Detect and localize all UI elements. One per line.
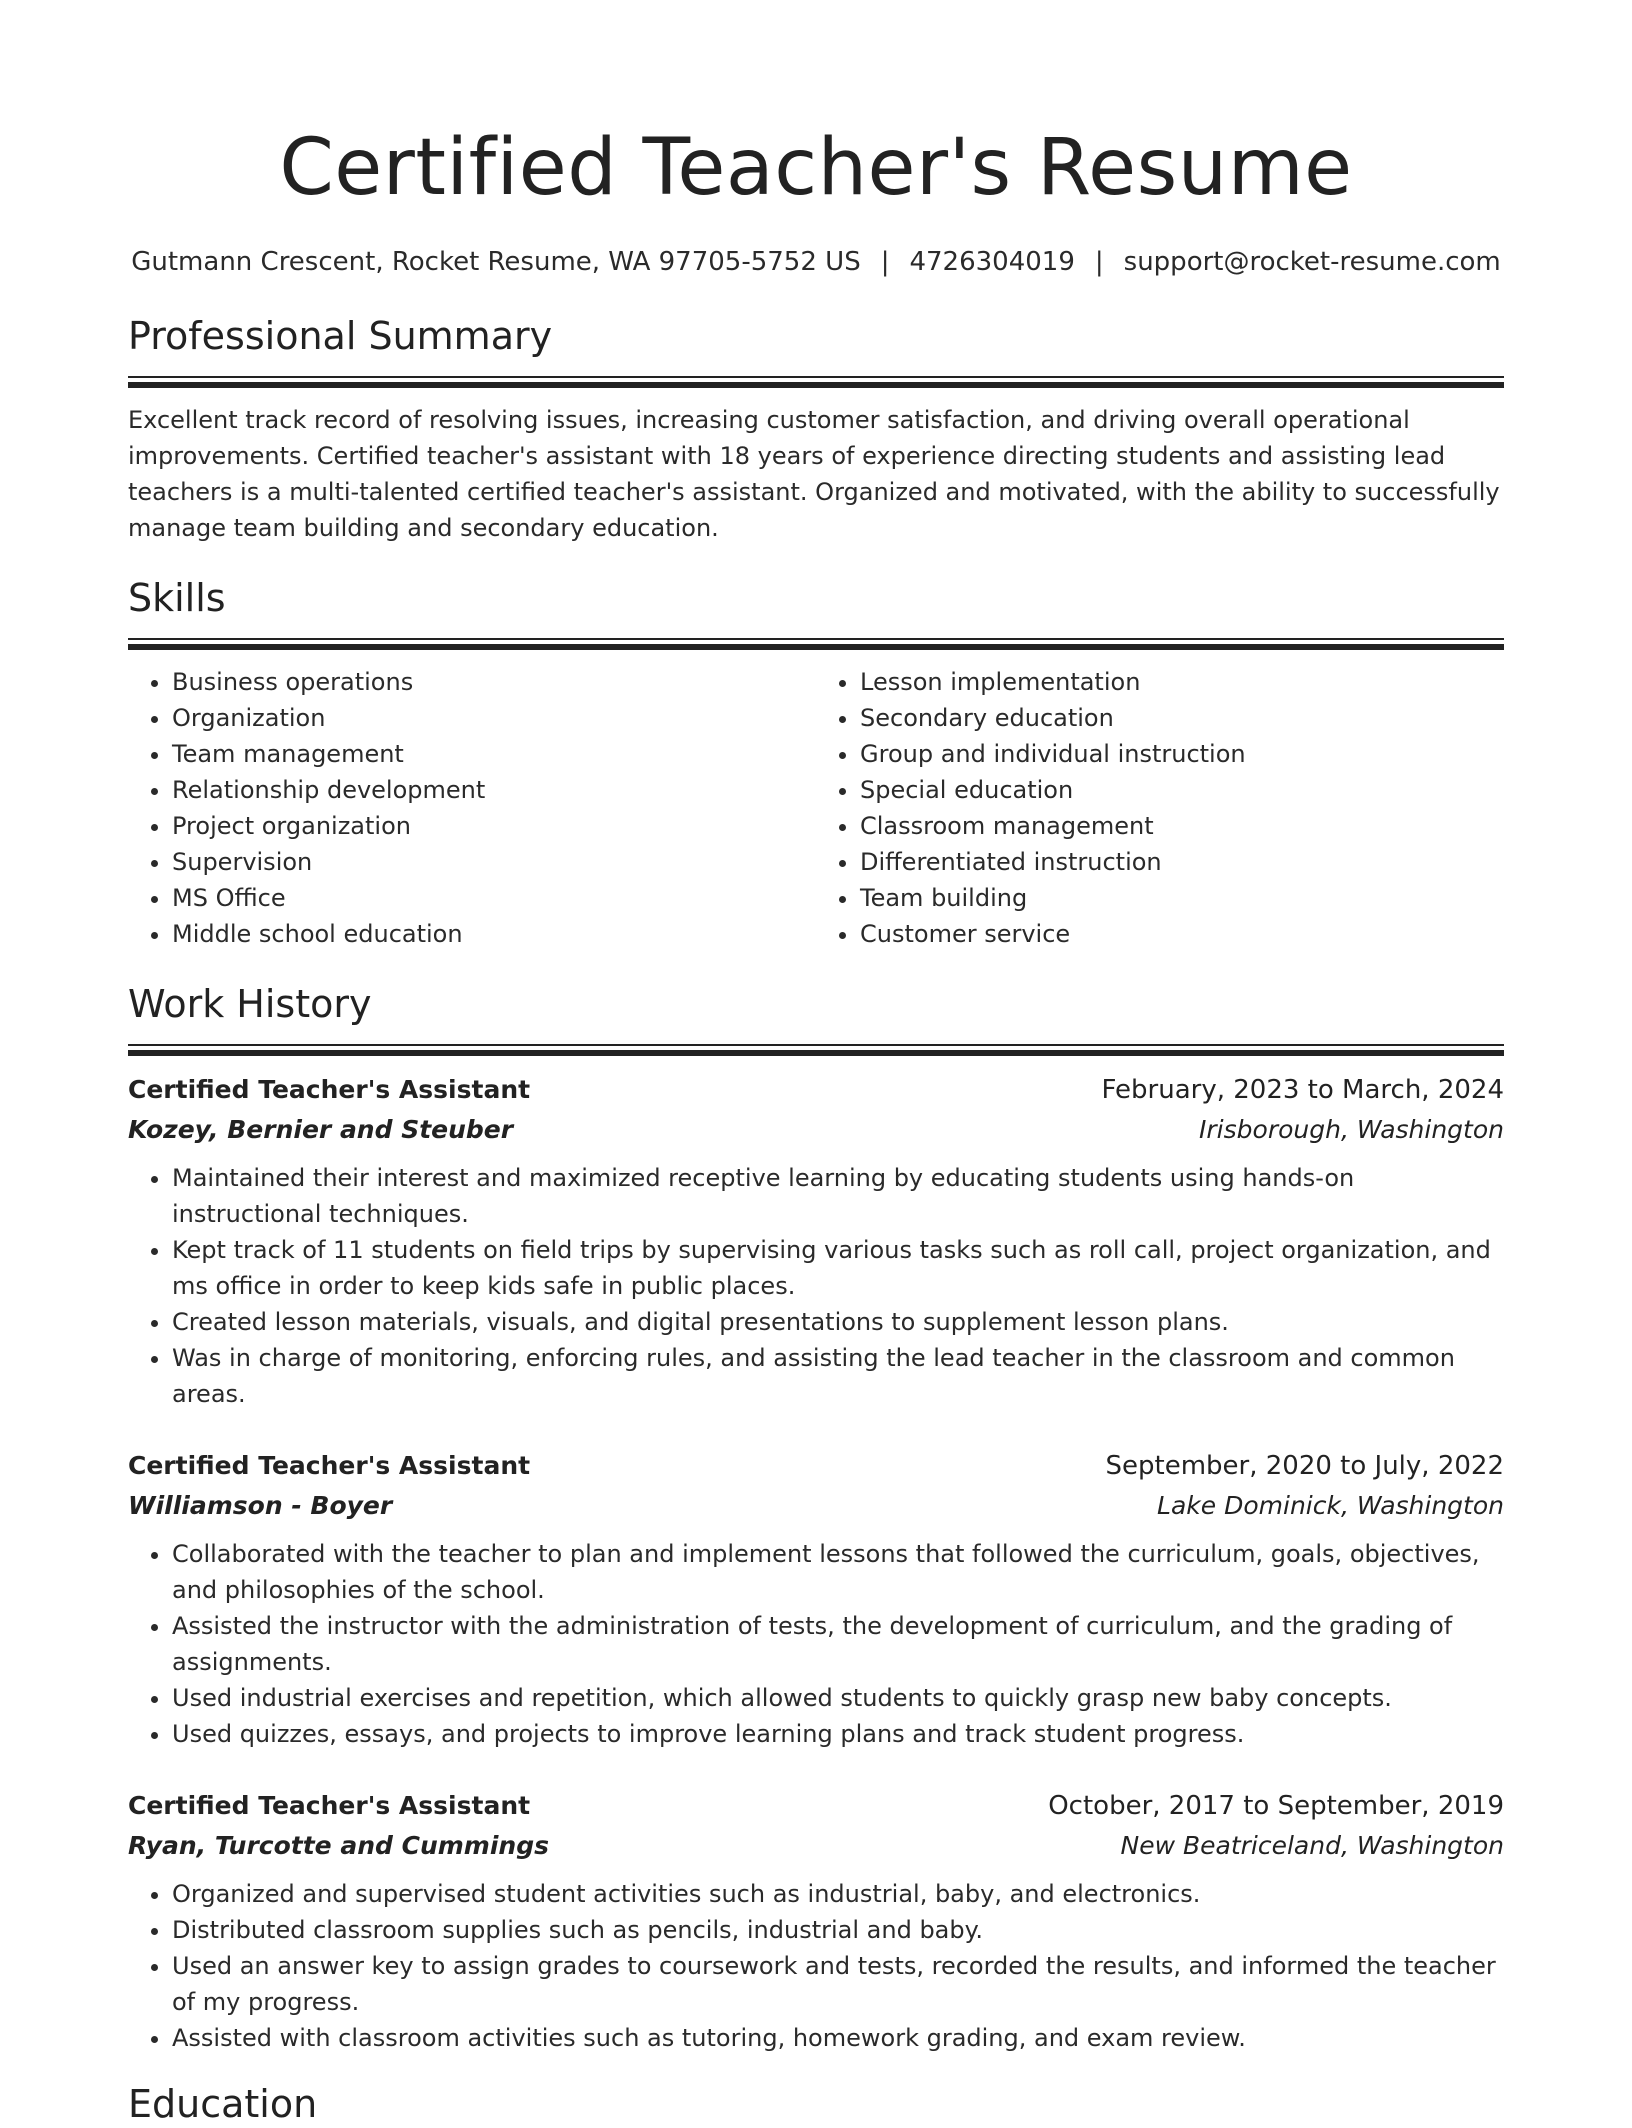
education-section [128,2080,1504,2128]
job-bullet: • Assisted with classroom activities such as tutoring, homework grading, and exam review. [172,2020,1504,2056]
skill-item: • Lesson implementation [860,664,1504,700]
work-history-section [128,980,1504,2056]
job-bullet: • Used industrial exercises and repetition, which allowed students to quickly grasp new baby concepts. [172,1680,1504,1716]
job-company: Kozey, Bernier and Steuber [128,1115,514,1144]
job-bullet: • Distributed classroom supplies such as pencils, industrial and baby. [172,1912,1504,1948]
job-subheader [128,1110,1504,1150]
skills-heading: Skills [128,576,226,620]
summary-text: Excellent track record of resolving issues, increasing customer satisfaction, and driving overall operational improvements. Certified teacher's assistant with 18 years of experience directing students and assisting lead teachers is a multi-talented certified teacher's assistant. Organized and motivated, with the ability to successfully manage team building and secondary education. [128,406,1500,542]
job-location: New Beatriceland, Washington [1120,1831,1504,1860]
job-bullet: • Created lesson materials, visuals, and digital presentations to supplement lesson plans. [172,1304,1504,1340]
skill-item: • Differentiated instruction [860,844,1504,880]
skills-list-left [128,664,816,952]
job-dates: September, 2020 to July, 2022 [1105,1451,1504,1481]
job-bullets [128,1536,1504,1752]
job-bullet: • Was in charge of monitoring, enforcing rules, and assisting the lead teacher in the classroom and common areas. [172,1340,1504,1412]
skill-item: • Group and individual instruction [860,736,1504,772]
skill-item: • Relationship development [172,772,816,808]
job-header [128,1446,1504,1486]
job-title: Certified Teacher's Assistant [128,1791,531,1820]
job-bullet: • Used quizzes, essays, and projects to improve learning plans and track student progress. [172,1716,1504,1752]
section-divider [128,1044,1504,1056]
job-company: Ryan, Turcotte and Cummings [128,1831,549,1860]
contact-address: Gutmann Crescent, Rocket Resume, WA 97705-5752 US [131,247,861,277]
skill-item: • Team building [860,880,1504,916]
job-bullet: • Organized and supervised student activities such as industrial, baby, and electronics. [172,1876,1504,1912]
skill-item: • Customer service [860,916,1504,952]
education-heading: Education [128,2082,318,2126]
job-bullets [128,1876,1504,2056]
job-title: Certified Teacher's Assistant [128,1451,531,1480]
job-dates: October, 2017 to September, 2019 [1048,1791,1504,1821]
skill-item: • Business operations [172,664,816,700]
job-bullet: • Assisted the instructor with the administration of tests, the development of curriculum, and the grading of assignments. [172,1608,1504,1680]
job-location: Irisborough, Washington [1199,1115,1504,1144]
summary-heading: Professional Summary [128,314,553,358]
contact-separator: | [1094,247,1104,277]
job-subheader [128,1826,1504,1866]
job-entry [128,1446,1504,1752]
skills-list-right [816,664,1504,952]
job-bullet: • Kept track of 11 students on field trips by supervising various tasks such as roll call, project organization, and ms office in order to keep kids safe in public places. [172,1232,1504,1304]
skill-item: • Secondary education [860,700,1504,736]
job-dates: February, 2023 to March, 2024 [1101,1075,1504,1105]
job-bullet: • Used an answer key to assign grades to coursework and tests, recorded the results, and informed the teacher of my progress. [172,1948,1504,2020]
job-location: Lake Dominick, Washington [1157,1491,1504,1520]
skill-item: • Project organization [172,808,816,844]
work-history-heading: Work History [128,982,372,1026]
job-bullet: • Collaborated with the teacher to plan and implement lessons that followed the curriculum, goals, objectives, and philosophies of the school. [172,1536,1504,1608]
summary-section [128,312,1504,546]
skills-columns [128,664,1504,952]
section-divider [128,638,1504,650]
contact-email: support@rocket-resume.com [1123,247,1501,277]
job-bullet: • Maintained their interest and maximized receptive learning by educating students using hands-on instructional techniques. [172,1160,1504,1232]
job-bullets [128,1160,1504,1412]
contact-phone: 4726304019 [909,247,1075,277]
resume-title: Certified Teacher's Resume [279,123,1353,213]
contact-line [128,244,1504,280]
contact-separator: | [880,247,890,277]
skills-section [128,574,1504,952]
job-company: Williamson - Boyer [128,1491,393,1520]
job-header [128,1786,1504,1826]
job-entry [128,1786,1504,2056]
skill-item: • Supervision [172,844,816,880]
section-divider [128,376,1504,388]
skill-item: • MS Office [172,880,816,916]
skill-item: • Middle school education [172,916,816,952]
skill-item: • Classroom management [860,808,1504,844]
skill-item: • Team management [172,736,816,772]
job-header [128,1070,1504,1110]
job-subheader [128,1486,1504,1526]
job-title: Certified Teacher's Assistant [128,1075,531,1104]
skill-item: • Organization [172,700,816,736]
skill-item: • Special education [860,772,1504,808]
job-entry [128,1070,1504,1412]
